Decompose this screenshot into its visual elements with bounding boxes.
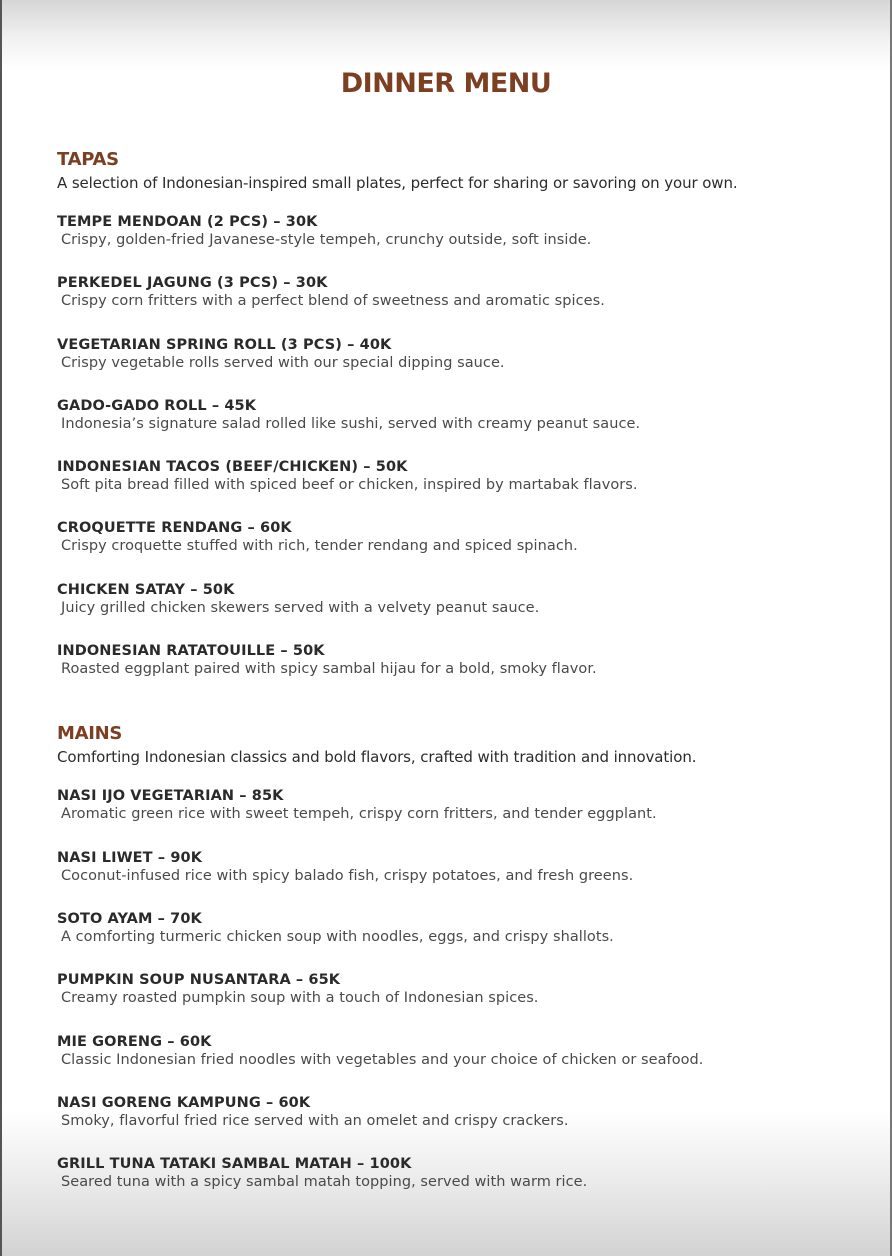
section-title: MAINS [57,723,123,745]
menu-item [57,581,857,642]
menu-item-name: VEGETARIAN SPRING ROLL (3 PCS) – 40K [57,336,392,353]
menu-item [57,910,857,971]
section-mains [57,722,857,1216]
menu-item-name: MIE GORENG – 60K [57,1033,212,1050]
section-title: TAPAS [57,149,119,170]
menu-item-name: SOTO AYAM – 70K [57,910,202,927]
menu-item-name: TEMPE MENDOAN (2 PCS) – 30K [57,214,318,230]
page-title: DINNER MENU [340,68,552,99]
menu-content [57,148,857,1216]
menu-item [57,1033,857,1094]
menu-item-list [57,787,857,1216]
menu-item-description: Roasted eggplant paired with spicy sambal hijau for a bold, smoky flavor. [61,661,597,678]
menu-item-name: GRILL TUNA TATAKI SAMBAL MATAH – 100K [57,1156,412,1173]
menu-item [57,849,857,910]
menu-item-description: Indonesia’s signature salad rolled like sushi, served with creamy peanut sauce. [61,415,641,432]
menu-item-description: Soft pita bread filled with spiced beef or chicken, inspired by martabak flavors. [61,477,638,494]
menu-item-description: Juicy grilled chicken skewers served with a velvety peanut sauce. [61,599,540,616]
menu-item-name: PERKEDEL JAGUNG (3 PCS) – 30K [57,275,328,292]
menu-item [57,397,857,458]
menu-item [57,1094,857,1155]
menu-item-description: Crispy, golden-fried Javanese-style tempeh, crunchy outside, soft inside. [61,232,592,248]
menu-item-list [57,213,857,703]
menu-item-name: CROQUETTE RENDANG – 60K [57,520,292,537]
menu-item [57,336,857,397]
menu-item-description: Creamy roasted pumpkin soup with a touch of Indonesian spices. [61,990,539,1007]
menu-item [57,213,857,274]
section-intro: Comforting Indonesian classics and bold flavors, crafted with tradition and innovation. [57,748,697,767]
menu-item-description: Crispy corn fritters with a perfect blend of sweetness and aromatic spices. [61,293,605,310]
menu-item-description: Classic Indonesian fried noodles with vegetables and your choice of chicken or seafood. [61,1051,704,1068]
menu-item-name: GADO-GADO ROLL – 45K [57,397,257,414]
menu-item-description: Coconut-infused rice with spicy balado fish, crispy potatoes, and fresh greens. [61,867,634,884]
menu-item-name: INDONESIAN TACOS (BEEF/CHICKEN) – 50K [57,459,408,476]
menu-item [57,1155,857,1216]
menu-item-description: Crispy vegetable rolls served with our special dipping sauce. [61,354,505,371]
menu-item-description: Seared tuna with a spicy sambal matah topping, served with warm rice. [61,1174,588,1191]
menu-item [57,642,857,703]
menu-item [57,971,857,1032]
menu-item-name: CHICKEN SATAY – 50K [57,581,235,598]
menu-item [57,519,857,580]
menu-item-name: NASI LIWET – 90K [57,849,203,866]
section-tapas [57,148,857,703]
menu-item-name: NASI GORENG KAMPUNG – 60K [57,1094,311,1111]
menu-item-description: Smoky, flavorful fried rice served with an omelet and crispy crackers. [61,1112,569,1129]
menu-item-name: INDONESIAN RATATOUILLE – 50K [57,643,325,660]
menu-item [57,274,857,335]
menu-item-description: Crispy croquette stuffed with rich, tender rendang and spiced spinach. [61,538,578,555]
menu-item-description: A comforting turmeric chicken soup with noodles, eggs, and crispy shallots. [61,928,614,945]
section-intro: A selection of Indonesian-inspired small plates, perfect for sharing or savoring on your own. [57,174,738,192]
menu-item [57,458,857,519]
menu-item [57,787,857,848]
menu-item-name: PUMPKIN SOUP NUSANTARA – 65K [57,972,341,989]
menu-item-name: NASI IJO VEGETARIAN – 85K [57,788,284,805]
menu-item-description: Aromatic green rice with sweet tempeh, crispy corn fritters, and tender eggplant. [61,806,657,823]
